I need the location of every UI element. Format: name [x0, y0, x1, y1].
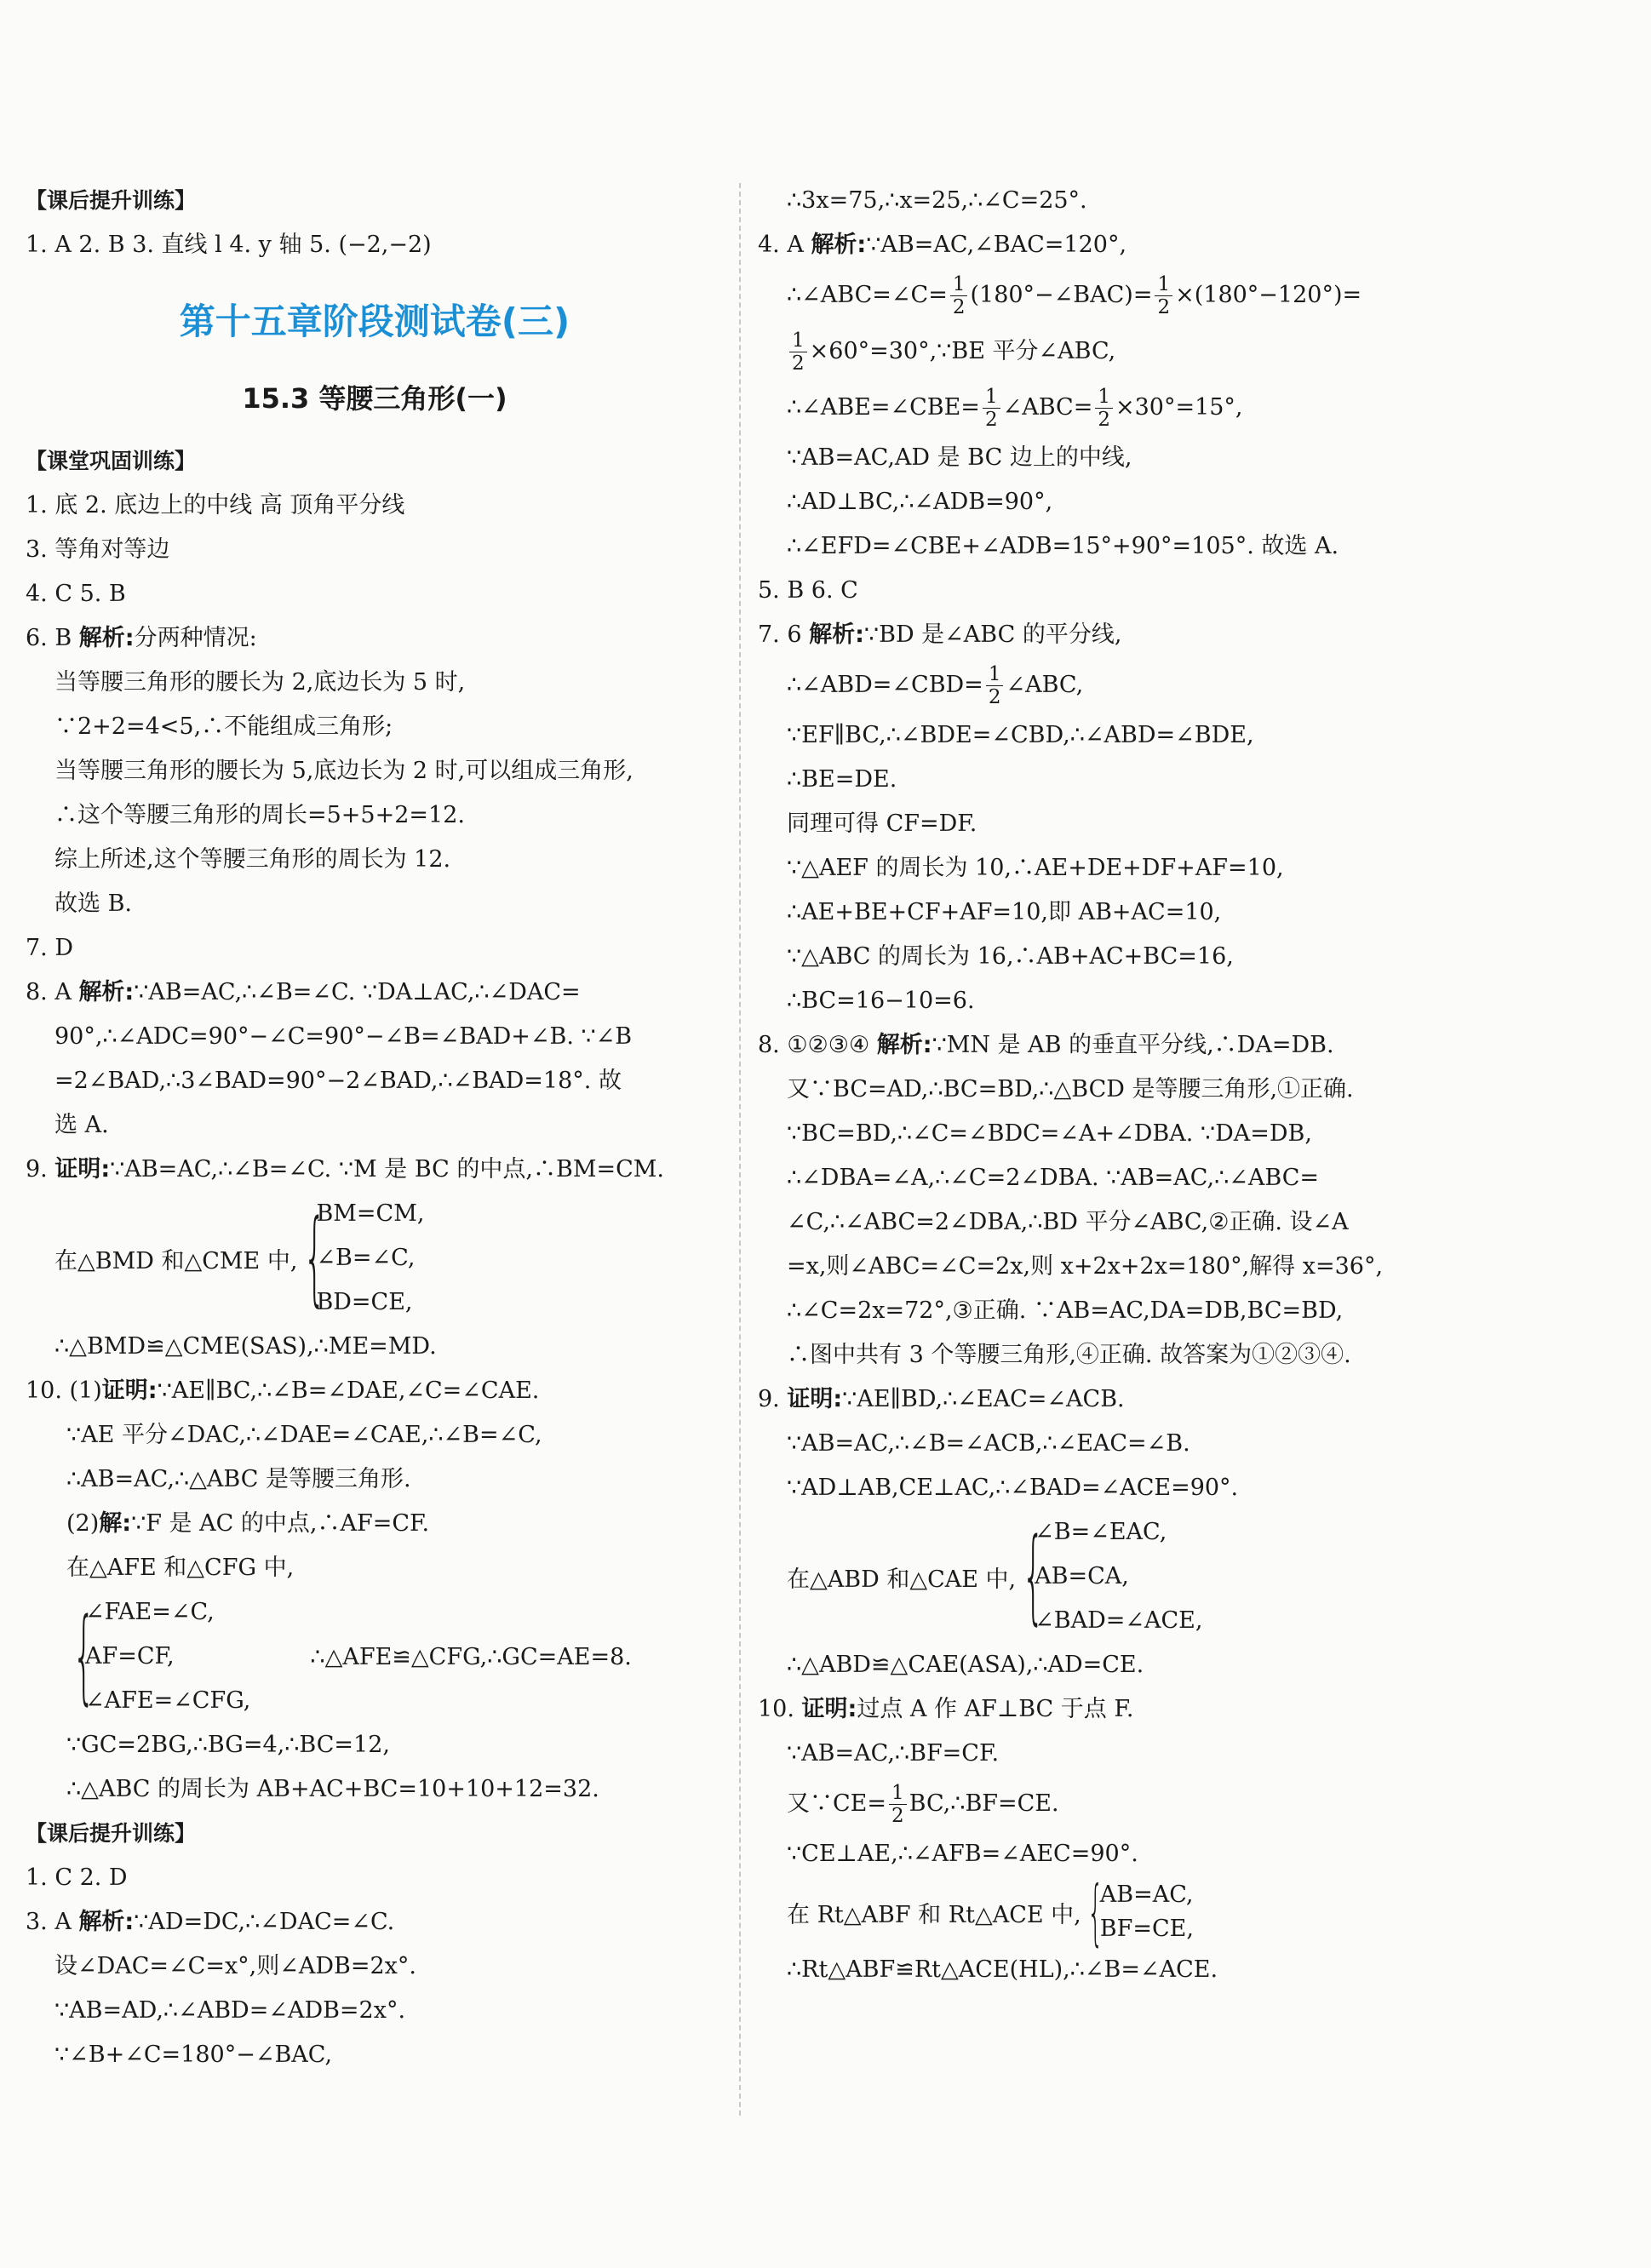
formula-text: ∴∠ABD=∠CBD= [787, 672, 983, 698]
analysis-tag: 解析: [811, 232, 867, 258]
answer-number: 6. B [26, 625, 79, 651]
fraction-denominator: 2 [952, 296, 966, 318]
formula-text: (180°−∠BAC)= [970, 282, 1153, 308]
formula-text: ∠ABC, [1006, 672, 1084, 698]
answer-line: 3. 等角对等边 [26, 536, 170, 563]
answer-number: 9. [758, 1386, 788, 1412]
right-column [758, 179, 1618, 1992]
section-heading: 【课堂巩固训练】 [26, 449, 197, 473]
answer-line: 4. C 5. B [26, 581, 126, 607]
answer-line: 7. D [26, 935, 73, 961]
answer-line: ∴∠DBA=∠A,∴∠C=2∠DBA. ∵AB=AC,∴∠ABC= [787, 1165, 1319, 1191]
answer-line: 当等腰三角形的腰长为 5,底边长为 2 时,可以组成三角形, [54, 758, 633, 784]
system-intro: 在 Rt△ABF 和 Rt△ACE 中, [787, 1901, 1081, 1928]
answer-line: 故选 B. [54, 891, 133, 917]
answer-number: 4. A [758, 232, 811, 258]
answer-line: ∴图中共有 3 个等腰三角形,④正确. 故答案为①②③④. [787, 1342, 1351, 1368]
answer-line [26, 1369, 724, 1413]
answer-number: 7. 6 [758, 621, 810, 648]
answer-line: ∵EF∥BC,∴∠BDE=∠CBD,∴∠ABD=∠BDE, [787, 722, 1254, 748]
proof-tag: 证明: [101, 1377, 158, 1404]
answer-text: ∵AD=DC,∴∠DAC=∠C. [134, 1909, 395, 1935]
answer-line [758, 267, 1618, 324]
formula-text: ×60°=30°,∵BE 平分∠ABC, [809, 338, 1116, 364]
equation-system [26, 1192, 724, 1325]
answer-line [26, 1148, 724, 1192]
fraction-one-half [1095, 386, 1113, 431]
answer-line: 同理可得 CF=DF. [787, 810, 977, 837]
fraction-one-half [950, 273, 968, 318]
answer-line [26, 1502, 724, 1546]
system-conclusion: ∴△AFE≌△CFG,∴GC=AE=8. [310, 1643, 632, 1670]
answer-line: ∵∠B+∠C=180°−∠BAC, [54, 2042, 333, 2068]
answer-text: ∵AE∥BC,∴∠B=∠DAE,∠C=∠CAE. [157, 1377, 540, 1404]
answer-line: 90°,∴∠ADC=90°−∠C=90°−∠B=∠BAD+∠B. ∵∠B [54, 1023, 633, 1050]
formula-text: BC,∴BF=CE. [909, 1790, 1059, 1817]
fraction-one-half [986, 663, 1004, 708]
formula-text: ×(180°−120°)= [1175, 282, 1362, 308]
fraction-numerator: 1 [889, 1782, 907, 1805]
answer-number: 9. [26, 1156, 55, 1183]
answer-line [758, 1023, 1618, 1068]
answer-line: ∵AB=AD,∴∠ABD=∠ADB=2x°. [54, 1997, 406, 2024]
fraction-denominator: 2 [1157, 296, 1171, 318]
answer-text: 分两种情况: [134, 625, 257, 651]
answer-text: 过点 A 作 AF⊥BC 于点 F. [857, 1696, 1134, 1722]
answer-number: 8. ①②③④ [758, 1032, 877, 1058]
system-items [1035, 1510, 1202, 1643]
answer-line: ∴AD⊥BC,∴∠ADB=90°, [787, 489, 1053, 515]
answer-line: ∵AB=AC,AD 是 BC 边上的中线, [787, 444, 1132, 471]
solution-tag: 解: [99, 1510, 132, 1537]
brace-icon: { [1022, 1517, 1046, 1635]
formula-text: ∠ABC= [1002, 394, 1093, 421]
answer-line: ∵2+2=4<5,∴不能组成三角形; [54, 713, 393, 740]
system-items [1100, 1878, 1194, 1946]
answer-line [26, 616, 724, 661]
system-item: ∠B=∠EAC, [1035, 1519, 1167, 1545]
answer-line [758, 1377, 1618, 1422]
analysis-tag: 解析: [78, 625, 135, 651]
answer-line: ∴AE+BE+CF+AF=10,即 AB+AC=10, [787, 899, 1222, 925]
answer-line: ∴BE=DE. [787, 766, 897, 793]
section-heading: 【课后提升训练】 [26, 188, 197, 213]
answer-line [26, 1900, 724, 1944]
system-item: BF=CE, [1099, 1916, 1194, 1942]
answer-line: ∴△BMD≌△CME(SAS),∴ME=MD. [54, 1333, 437, 1360]
answer-line [758, 380, 1618, 436]
system-item: BD=CE, [316, 1289, 413, 1315]
answer-line: ∴∠C=2x=72°,③正确. ∵AB=AC,DA=DB,BC=BD, [787, 1297, 1344, 1324]
fraction-denominator: 2 [988, 686, 1001, 708]
answer-line [758, 1776, 1618, 1832]
system-item: AB=AC, [1099, 1881, 1194, 1908]
fraction-denominator: 2 [792, 352, 805, 375]
system-intro: 在△BMD 和△CME 中, [54, 1247, 298, 1274]
fraction-numerator: 1 [1155, 273, 1172, 296]
answer-line: 综上所述,这个等腰三角形的周长为 12. [54, 846, 451, 873]
answer-line: 1. 底 2. 底边上的中线 高 顶角平分线 [26, 492, 405, 518]
answer-text: ∵AB=AC,∠BAC=120°, [866, 232, 1127, 258]
answer-line: ∵AB=AC,∴∠B=∠ACB,∴∠EAC=∠B. [787, 1430, 1190, 1457]
analysis-tag: 解析: [876, 1032, 932, 1058]
answer-line: ∵CE⊥AE,∴∠AFB=∠AEC=90°. [787, 1841, 1138, 1867]
fraction-denominator: 2 [984, 409, 998, 431]
fraction-numerator: 1 [983, 386, 1000, 409]
answer-line: =2∠BAD,∴3∠BAD=90°−2∠BAD,∴∠BAD=18°. 故 [54, 1068, 622, 1094]
left-column [26, 179, 724, 2077]
answer-number: 3. A [26, 1909, 79, 1935]
answer-number: 10. (1) [26, 1377, 102, 1404]
fraction-one-half [889, 1782, 907, 1827]
answer-line: ∴BC=16−10=6. [787, 988, 975, 1014]
equation-system [758, 1870, 1618, 1954]
proof-tag: 证明: [801, 1696, 857, 1722]
answer-line: ∴∠EFD=∠CBE+∠ADB=15°+90°=105°. 故选 A. [787, 533, 1339, 559]
formula-text: 又∵CE= [787, 1790, 886, 1817]
analysis-tag: 解析: [809, 621, 864, 648]
fraction-numerator: 1 [789, 329, 807, 352]
answer-line [758, 1687, 1618, 1732]
answer-line: ∠C,∴∠ABC=2∠DBA,∴BD 平分∠ABC,②正确. 设∠A [787, 1209, 1349, 1235]
answer-number: 10. [758, 1696, 802, 1722]
answer-line: ∵AE 平分∠DAC,∴∠DAE=∠CAE,∴∠B=∠C, [66, 1422, 542, 1448]
brace-icon: { [303, 1199, 327, 1317]
system-item: ∠FAE=∠C, [85, 1599, 215, 1625]
fraction-numerator: 1 [1095, 386, 1113, 409]
answer-text: ∵BD 是∠ABC 的平分线, [863, 621, 1122, 648]
answer-line: ∴这个等腰三角形的周长=5+5+2=12. [54, 802, 465, 828]
system-items [316, 1192, 424, 1325]
analysis-tag: 解析: [78, 979, 135, 1005]
fraction-one-half [789, 329, 807, 375]
answer-line: ∵GC=2BG,∴BG=4,∴BC=12, [66, 1732, 390, 1758]
system-item: AB=CA, [1035, 1563, 1129, 1589]
fraction-one-half [1155, 273, 1172, 318]
answer-text: ∵AB=AC,∴∠B=∠C. ∵DA⊥AC,∴∠DAC= [134, 979, 581, 1005]
system-item: AF=CF, [85, 1643, 175, 1670]
system-item: BM=CM, [316, 1200, 425, 1227]
answer-line: ∴△ABD≌△CAE(ASA),∴AD=CE. [787, 1652, 1144, 1678]
answer-text: ∵AB=AC,∴∠B=∠C. ∵M 是 BC 的中点,∴BM=CM. [110, 1156, 664, 1183]
answer-line: 在△AFE 和△CFG 中, [66, 1555, 295, 1581]
answer-text: ∵F 是 AC 的中点,∴AF=CF. [131, 1510, 430, 1537]
answer-number: 8. A [26, 979, 79, 1005]
section-title: 15.3 等腰三角形(一) [242, 382, 507, 415]
formula-text: ×30°=15°, [1115, 394, 1243, 421]
answer-line: 选 A. [54, 1112, 109, 1138]
answer-line: ∵AD⊥AB,CE⊥AC,∴∠BAD=∠ACE=90°. [787, 1475, 1239, 1501]
answer-line: ∴△ABC 的周长为 AB+AC+BC=10+10+12=32. [66, 1776, 599, 1802]
fraction-numerator: 1 [950, 273, 968, 296]
answer-text: ∵MN 是 AB 的垂直平分线,∴DA=DB. [932, 1032, 1334, 1058]
equation-system [758, 1510, 1618, 1643]
answer-text: ∵AE∥BD,∴∠EAC=∠ACB. [842, 1386, 1125, 1412]
answer-line: 设∠DAC=∠C=x°,则∠ADB=2x°. [54, 1953, 416, 1979]
answer-line: ∵△ABC 的周长为 16,∴AB+AC+BC=16, [787, 943, 1234, 970]
equation-system [26, 1590, 724, 1723]
chapter-title: 第十五章阶段测试卷(三) [179, 301, 570, 342]
system-items [85, 1590, 250, 1723]
system-intro: 在△ABD 和△CAE 中, [787, 1566, 1017, 1593]
answer-line [758, 613, 1618, 657]
answer-line: 当等腰三角形的腰长为 2,底边长为 5 时, [54, 669, 466, 696]
section-heading: 【课后提升训练】 [26, 1821, 197, 1846]
answer-line: 1. A 2. B 3. 直线 l 4. y 轴 5. (−2,−2) [26, 232, 432, 258]
part-number: (2) [66, 1510, 100, 1537]
formula-text: ∴∠ABC=∠C= [787, 282, 948, 308]
fraction-denominator: 2 [1098, 409, 1110, 431]
fraction-numerator: 1 [986, 663, 1004, 686]
answer-line [26, 971, 724, 1015]
answer-line: 又∵BC=AD,∴BC=BD,∴△BCD 是等腰三角形,①正确. [787, 1076, 1354, 1102]
answer-line [758, 324, 1618, 380]
answer-line: ∴3x=75,∴x=25,∴∠C=25°. [787, 187, 1087, 214]
system-item: ∠BAD=∠ACE, [1035, 1607, 1203, 1634]
answer-line: 5. B 6. C [758, 577, 858, 604]
answer-line: ∵BC=BD,∴∠C=∠BDC=∠A+∠DBA. ∵DA=DB, [787, 1120, 1312, 1147]
answer-line: ∴AB=AC,∴△ABC 是等腰三角形. [66, 1466, 411, 1492]
system-item: ∠B=∠C, [316, 1245, 416, 1271]
fraction-one-half [983, 386, 1000, 431]
formula-text: ∴∠ABE=∠CBE= [787, 394, 980, 421]
answer-line: ∵AB=AC,∴BF=CF. [787, 1740, 1000, 1767]
brace-icon: { [1086, 1870, 1104, 1954]
brace-icon: { [72, 1597, 95, 1715]
answer-line: =x,则∠ABC=∠C=2x,则 x+2x+2x=180°,解得 x=36°, [787, 1253, 1384, 1280]
analysis-tag: 解析: [78, 1909, 135, 1935]
answer-line: 1. C 2. D [26, 1864, 128, 1891]
answer-line [758, 657, 1618, 713]
fraction-denominator: 2 [891, 1805, 904, 1827]
answer-line: ∴Rt△ABF≌Rt△ACE(HL),∴∠B=∠ACE. [787, 1956, 1218, 1983]
proof-tag: 证明: [54, 1156, 111, 1183]
column-divider [739, 183, 741, 2116]
system-item: ∠AFE=∠CFG, [85, 1687, 251, 1714]
proof-tag: 证明: [787, 1386, 843, 1412]
answer-line [758, 223, 1618, 267]
answer-line: ∵△AEF 的周长为 10,∴AE+DE+DF+AF=10, [787, 855, 1284, 881]
